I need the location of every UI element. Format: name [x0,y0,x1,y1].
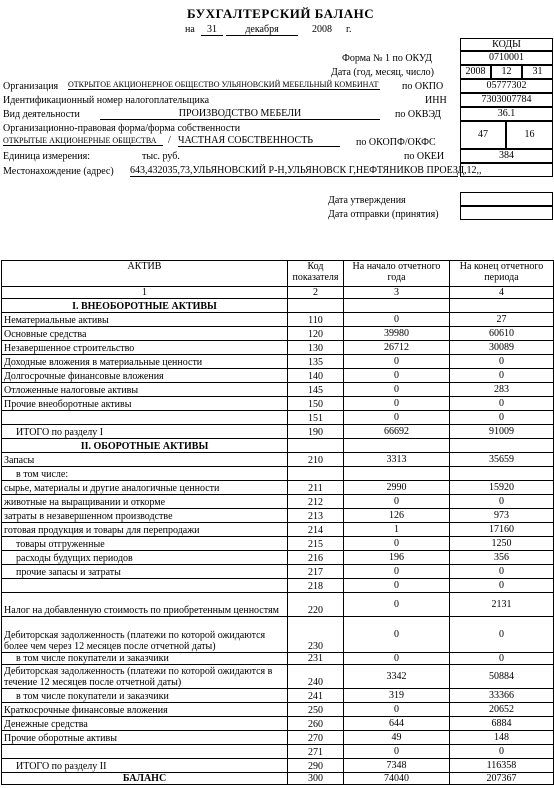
row-start-value [344,467,450,481]
codes-header: КОДЫ [460,38,553,51]
date-year-suffix: г. [346,24,352,35]
row-start-value: 0 [344,369,450,383]
row-code: 216 [288,551,344,565]
row-start-value: 0 [344,745,450,759]
row-start-value: 7348 [344,759,450,773]
table-row [2,425,554,439]
row-code: 130 [288,341,344,355]
sending-date-label: Дата отправки (принятия) [328,209,439,220]
table-row [2,665,554,689]
okei-label: по ОКЕИ [404,151,445,162]
row-code: 218 [288,579,344,593]
form-label: Форма № 1 по ОКУД [342,53,432,64]
inn-title: Идентификационный номер налогоплательщика [3,95,210,106]
row-code: 300 [288,773,344,785]
row-label: Доходные вложения в материальные ценности [2,355,288,369]
row-label: Незавершенное строительство [2,341,288,355]
row-label: II. ОБОРОТНЫЕ АКТИВЫ [2,439,288,453]
row-label: Краткосрочные финансовые вложения [2,703,288,717]
row-code: 220 [288,593,344,617]
address-value: 643,432035,73,УЛЬЯНОВСКИЙ Р-Н,УЛЬЯНОВСК Г,НЕФТЯНИКОВ ПРОЕЗД,12,, [130,165,482,176]
okopf-label: по ОКОПФ/ОКФС [356,137,436,148]
unit-label: Единица измерения: [3,151,90,162]
row-code: 150 [288,397,344,411]
row-end-value: 0 [450,411,554,425]
row-start-value: 49 [344,731,450,745]
row-start-value: 196 [344,551,450,565]
row-end-value: 60610 [450,327,554,341]
org-name: ОТКРЫТОЕ АКЦИОНЕРНОЕ ОБЩЕСТВО УЛЬЯНОВСКИЙ МЕБЕЛЬНЫЙ КОМБИНАТ [68,80,379,89]
table-row [2,703,554,717]
table-row [2,759,554,773]
row-end-value: 17160 [450,523,554,537]
unit-value: тыс. руб. [142,151,180,162]
sending-date-box [460,206,553,220]
row-label: расходы будущих периодов [2,551,288,565]
row-end-value: 0 [450,745,554,759]
row-label: I. ВНЕОБОРОТНЫЕ АКТИВЫ [2,299,288,313]
row-label: ИТОГО по разделу I [2,425,288,439]
row-start-value: 0 [344,537,450,551]
row-end-value: 283 [450,383,554,397]
row-start-value: 0 [344,313,450,327]
row-end-value: 0 [450,369,554,383]
row-label: прочие запасы и затраты [2,565,288,579]
row-start-value: 3342 [344,665,450,689]
table-row [2,617,554,653]
row-code: 135 [288,355,344,369]
row-start-value: 39980 [344,327,450,341]
row-end-value: 2131 [450,593,554,617]
row-end-value: 0 [450,355,554,369]
row-start-value: 0 [344,703,450,717]
table-row [2,453,554,467]
balance-table [1,260,554,785]
row-label: готовая продукция и товары для перепродажи [2,523,288,537]
okopf-code: 47 [460,121,506,149]
row-end-value: 15920 [450,481,554,495]
row-start-value: 74040 [344,773,450,785]
row-code: 110 [288,313,344,327]
row-label: Отложенные налоговые активы [2,383,288,397]
row-end-value: 0 [450,397,554,411]
row-code: 190 [288,425,344,439]
row-code: 213 [288,509,344,523]
inn-label: ИНН [425,95,447,106]
row-end-value: 207367 [450,773,554,785]
approval-date-label: Дата утверждения [328,195,406,206]
row-label: Прочие внеоборотные активы [2,397,288,411]
date-on-label: на [185,24,195,35]
date-year: 2008 [312,24,332,35]
row-code: 271 [288,745,344,759]
row-start-value: 66692 [344,425,450,439]
row-end-value: 33366 [450,689,554,703]
date-code-year: 2008 [460,65,491,79]
org-label: Организация [3,81,59,92]
row-code: 145 [288,383,344,397]
table-row [2,689,554,703]
row-end-value: 91009 [450,425,554,439]
ownership-value: ЧАСТНАЯ СОБСТВЕННОСТЬ [178,135,340,147]
address-label: Местонахождение (адрес) [3,166,114,177]
activity-label: Вид деятельности [3,109,80,120]
row-start-value: 0 [344,383,450,397]
date-code-month: 12 [491,65,522,79]
row-code: 241 [288,689,344,703]
row-label: ИТОГО по разделу II [2,759,288,773]
row-start-value: 0 [344,579,450,593]
row-start-value: 0 [344,495,450,509]
row-code: 290 [288,759,344,773]
row-label: Основные средства [2,327,288,341]
row-code: 240 [288,665,344,689]
row-code [288,299,344,313]
row-end-value: 148 [450,731,554,745]
row-code: 151 [288,411,344,425]
row-start-value: 2990 [344,481,450,495]
row-start-value: 0 [344,593,450,617]
row-start-value: 3313 [344,453,450,467]
row-end-value: 0 [450,565,554,579]
row-start-value: 0 [344,355,450,369]
row-label: Дебиторская задолженность (платежи по которой ожидаются в течение 12 месяцев после отчетной даты) [2,665,288,689]
row-end-value: 116358 [450,759,554,773]
date-month: декабря [226,24,298,36]
row-end-value: 973 [450,509,554,523]
row-start-value [344,439,450,453]
table-row [2,509,554,523]
table-row [2,717,554,731]
table-row [2,341,554,355]
table-row [2,383,554,397]
row-label [2,579,288,593]
table-number-row [2,287,554,299]
row-code: 210 [288,453,344,467]
okfs-code: 16 [506,121,553,149]
table-row [2,313,554,327]
row-code: 217 [288,565,344,579]
table-row [2,593,554,617]
legal-form-value: ОТКРЫТЫЕ АКЦИОНЕРНЫЕ ОБЩЕСТВА [3,136,163,146]
col-header-start: На начало отчетного года [344,261,450,287]
table-row [2,537,554,551]
row-code: 231 [288,653,344,665]
table-row [2,369,554,383]
table-row [2,773,554,785]
section-row [2,299,554,313]
row-label [2,745,288,759]
row-label: товары отгруженные [2,537,288,551]
table-row [2,397,554,411]
row-label: Прочие оборотные активы [2,731,288,745]
row-code: 250 [288,703,344,717]
row-end-value: 0 [450,617,554,653]
row-start-value: 0 [344,565,450,579]
row-start-value: 26712 [344,341,450,355]
row-code: 140 [288,369,344,383]
row-end-value: 0 [450,495,554,509]
row-end-value: 50884 [450,665,554,689]
table-row [2,523,554,537]
row-code: 212 [288,495,344,509]
table-row [2,495,554,509]
row-code: 211 [288,481,344,495]
okpo-code: 05777302 [460,79,553,93]
row-end-value [450,439,554,453]
okved-code: 36.1 [460,107,553,121]
inn-code: 7303007784 [460,93,553,107]
row-start-value: 126 [344,509,450,523]
row-code [288,467,344,481]
form-code: 0710001 [460,51,553,65]
col-number-3: 3 [344,287,450,299]
approval-date-box [460,192,553,206]
row-code: 214 [288,523,344,537]
table-header-row [2,261,554,287]
col-number-1: 1 [2,287,288,299]
row-start-value: 644 [344,717,450,731]
row-end-value: 356 [450,551,554,565]
row-label: животные на выращивании и откорме [2,495,288,509]
row-end-value: 0 [450,579,554,593]
row-end-value: 35659 [450,453,554,467]
row-end-value: 6884 [450,717,554,731]
row-end-value: 1250 [450,537,554,551]
row-start-value: 0 [344,397,450,411]
row-start-value [344,299,450,313]
row-label: Денежные средства [2,717,288,731]
table-row [2,481,554,495]
date-code-day: 31 [522,65,553,79]
row-end-value [450,299,554,313]
row-end-value: 27 [450,313,554,327]
row-start-value: 319 [344,689,450,703]
row-code: 120 [288,327,344,341]
legal-form-slash: / [168,135,171,146]
table-row [2,653,554,665]
col-header-code: Код показателя [288,261,344,287]
okei-code: 384 [460,149,553,163]
col-number-2: 2 [288,287,344,299]
row-end-value: 20652 [450,703,554,717]
col-header-end: На конец отчетного периода [450,261,554,287]
row-label: БАЛАНС [2,773,288,785]
row-label: сырье, материалы и другие аналогичные ценности [2,481,288,495]
row-code: 215 [288,537,344,551]
table-row [2,579,554,593]
row-start-value: 0 [344,617,450,653]
legal-form-label: Организационно-правовая форма/форма собственности [3,123,241,134]
row-end-value: 0 [450,653,554,665]
date-label: Дата (год, месяц, число) [331,67,434,78]
row-label: Долгосрочные финансовые вложения [2,369,288,383]
row-label: Дебиторская задолженность (платежи по которой ожидаются более чем через 12 месяцев после отчетной даты) [2,617,288,653]
table-row [2,565,554,579]
document-title: БУХГАЛТЕРСКИЙ БАЛАНС [187,6,375,21]
table-row [2,745,554,759]
row-label: Запасы [2,453,288,467]
okpo-label: по ОКПО [402,81,444,92]
okved-label: по ОКВЭД [395,109,441,120]
table-row [2,551,554,565]
row-label: в том числе покупатели и заказчики [2,689,288,703]
col-number-4: 4 [450,287,554,299]
row-label: в том числе: [2,467,288,481]
table-row [2,731,554,745]
row-code: 230 [288,617,344,653]
col-header-active: АКТИВ [2,261,288,287]
row-start-value: 0 [344,653,450,665]
row-end-value: 30089 [450,341,554,355]
row-end-value [450,467,554,481]
section-row [2,439,554,453]
row-label: в том числе покупатели и заказчики [2,653,288,665]
table-row [2,467,554,481]
table-row [2,411,554,425]
row-code [288,439,344,453]
table-row [2,327,554,341]
row-label [2,411,288,425]
row-start-value: 1 [344,523,450,537]
row-code: 260 [288,717,344,731]
row-label: Нематериальные активы [2,313,288,327]
row-code: 270 [288,731,344,745]
row-start-value: 0 [344,411,450,425]
date-day: 31 [201,24,223,36]
row-label: Налог на добавленную стоимость по приобретенным ценностям [2,593,288,617]
table-row [2,355,554,369]
table-body [2,299,554,785]
row-label: затраты в незавершенном производстве [2,509,288,523]
activity-value: ПРОИЗВОДСТВО МЕБЕЛИ [100,108,380,120]
